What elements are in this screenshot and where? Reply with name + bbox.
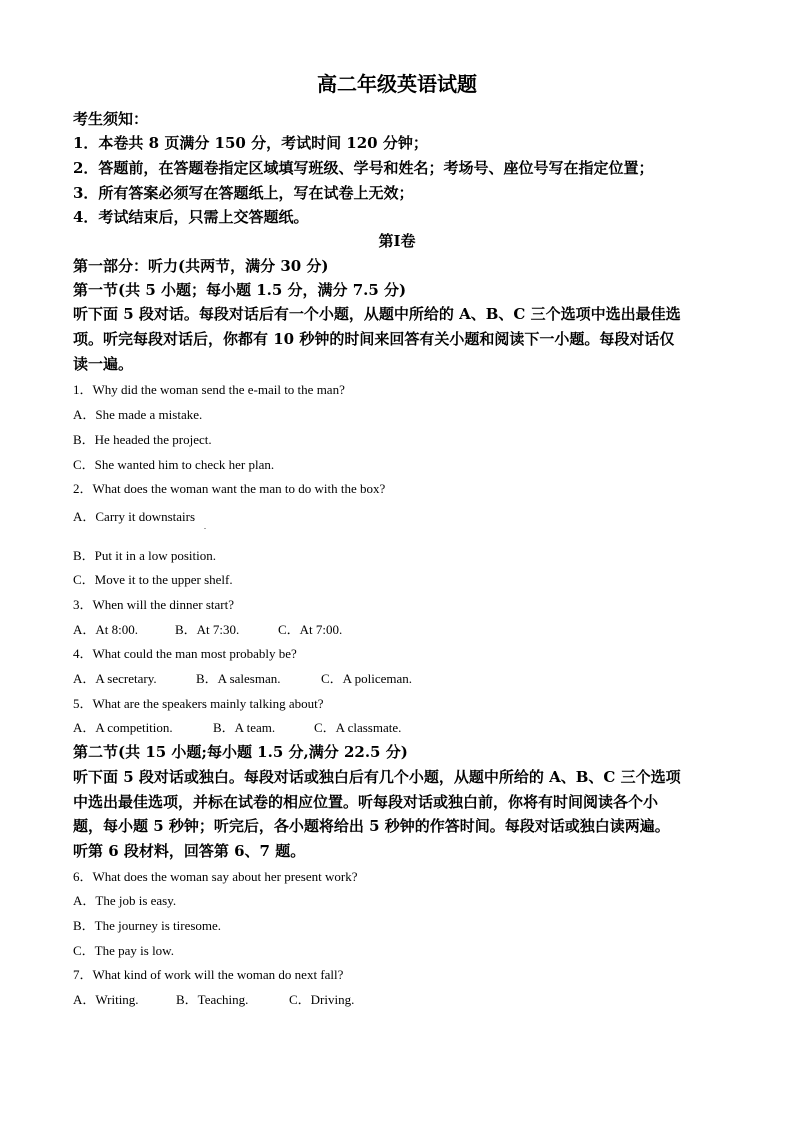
question-3: 3．When will the dinner start? [73, 597, 235, 612]
section2-instruction: 题，每小题 5 秒钟；听完后，各小题将给出 5 秒钟的作答时间。每段对话或独白读两遍。 [73, 817, 670, 835]
q3-option-b: B．At 7:30. [175, 622, 240, 637]
notice-item: 1．本卷共 8 页满分 150 分，考试时间 120 分钟； [73, 134, 428, 152]
q5-option-b: B．A team. [213, 720, 276, 735]
question-4: 4．What could the man most probably be? [73, 646, 297, 661]
question-7: 7．What kind of work will the woman do next fall? [73, 967, 344, 982]
material-6-heading: 听第 6 段材料，回答第 6、7 题。 [73, 842, 306, 860]
q7-option-c: C．Driving. [289, 992, 355, 1007]
q1-option-b: B．He headed the project. [73, 432, 212, 447]
q5-option-c: C．A classmate. [314, 720, 402, 735]
question-6: 6．What does the woman say about her present work? [73, 869, 358, 884]
q4-options [73, 668, 412, 687]
q5-options [73, 717, 401, 736]
question-2: 2．What does the woman want the man to do with the box? [73, 481, 386, 496]
stray-dot: . [204, 522, 206, 531]
q6-option-a: A．The job is easy. [73, 893, 177, 908]
section1-instruction: 项。听完每段对话后，你都有 10 秒钟的时间来回答有关小题和阅读下一小题。每段对话仅 [73, 330, 675, 348]
q2-option-c: C．Move it to the upper shelf. [73, 572, 233, 587]
q1-option-a: A．She made a mistake. [73, 407, 203, 422]
question-5: 5．What are the speakers mainly talking about? [73, 696, 324, 711]
notice-item: 3．所有答案必须写在答题纸上，写在试卷上无效； [73, 184, 414, 202]
part1-heading: 第一部分：听力(共两节，满分 30 分) [73, 257, 329, 275]
q4-option-c: C．A policeman. [321, 671, 412, 686]
question-1: 1．Why did the woman send the e-mail to the man? [73, 382, 345, 397]
q7-option-a: A．Writing. [73, 992, 139, 1007]
notice-item: 2．答题前，在答题卷指定区域填写班级、学号和姓名；考场号、座位号写在指定位置； [73, 159, 654, 177]
q4-option-b: B．A salesman. [196, 671, 281, 686]
q1-option-c: C．She wanted him to check her plan. [73, 457, 275, 472]
q5-option-a: A．A competition. [73, 720, 173, 735]
section2-instruction: 听下面 5 段对话或独白。每段对话或独白后有几个小题，从题中所给的 A、B、C 三个选项 [73, 768, 681, 786]
q6-option-b: B．The journey is tiresome. [73, 918, 222, 933]
q4-option-a: A．A secretary. [73, 671, 157, 686]
section1-instruction: 读一遍。 [73, 355, 134, 373]
q7-option-b: B．Teaching. [176, 992, 249, 1007]
q6-option-c: C．The pay is low. [73, 943, 174, 958]
q3-options [73, 619, 342, 638]
section1-heading: 第一节(共 5 小题；每小题 1.5 分，满分 7.5 分) [73, 281, 407, 299]
notice-heading: 考生须知： [73, 110, 149, 128]
q2-option-a: A．Carry it downstairs [73, 509, 196, 524]
section1-instruction: 听下面 5 段对话。每段对话后有一个小题，从题中所给的 A、B、C 三个选项中选出最佳选 [73, 305, 681, 323]
q3-option-a: A．At 8:00. [73, 622, 139, 637]
page-title: 高二年级英语试题 [317, 72, 477, 96]
q3-option-c: C．At 7:00. [278, 622, 343, 637]
section2-heading: 第二节(共 15 小题;每小题 1.5 分,满分 22.5 分) [73, 743, 408, 761]
q2-option-b: B．Put it in a low position. [73, 548, 217, 563]
q7-options [73, 989, 354, 1008]
section2-instruction: 中选出最佳选项，并标在试卷的相应位置。听每段对话或独白前，你将有时间阅读各个小 [73, 793, 659, 811]
volume-title: 第Ⅰ卷 [378, 232, 416, 250]
notice-item: 4．考试结束后，只需上交答题纸。 [73, 208, 309, 226]
